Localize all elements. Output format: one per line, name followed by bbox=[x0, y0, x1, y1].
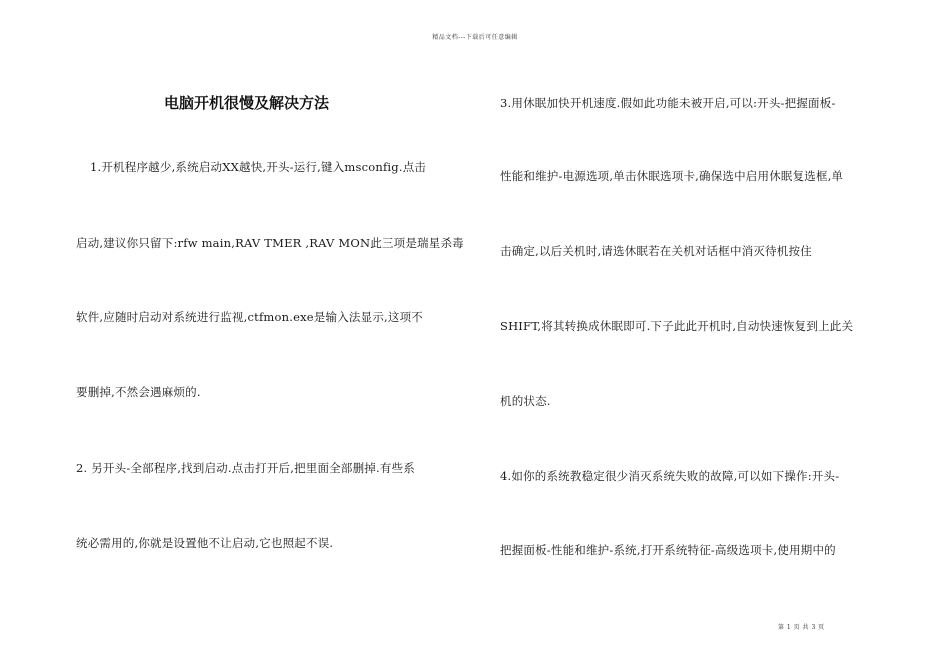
page-header: 精品文档---下载后可任意编辑 bbox=[432, 34, 518, 41]
left-paragraph-line: 统必需用的,你就是设置他不让启动,它也照起不误. bbox=[76, 536, 334, 550]
document-title: 电脑开机很慢及解决方法 bbox=[164, 94, 330, 112]
left-paragraph-line: 1.开机程序越少,系统启动XX越快,开头-运行,键入msconfig.点击 bbox=[90, 160, 427, 174]
right-paragraph-line: 击确定,以后关机时,请选休眠若在关机对话框中消灭待机按住 bbox=[500, 244, 812, 258]
left-paragraph-line: 2. 另开头-全部程序,找到启动.点击打开后,把里面全部删掉.有些系 bbox=[76, 461, 415, 475]
right-paragraph-line: SHIFT,将其转换成休眠即可.下子此此开机时,自动快速恢复到上此关 bbox=[500, 319, 854, 333]
page-number: 第 1 页 共 3 页 bbox=[778, 624, 825, 631]
right-paragraph-line: 把握面板-性能和维护-系统,打开系统特征-高级选项卡,使用期中的 bbox=[500, 543, 836, 557]
right-paragraph-line: 3.用休眠加快开机速度.假如此功能未被开启,可以:开头-把握面板- bbox=[500, 96, 836, 110]
left-paragraph-line: 软件,应随时启动对系统进行监视,ctfmon.exe是输入法显示,这项不 bbox=[76, 310, 423, 324]
left-paragraph-line: 启动,建议你只留下:rfw main,RAV TMER ,RAV MON此三项是瑞星杀毒 bbox=[76, 236, 464, 250]
right-paragraph-line: 4.如你的系统教稳定很少消灭系统失败的故障,可以如下操作:开头- bbox=[500, 469, 840, 483]
right-paragraph-line: 性能和维护-电源选项,单击休眠选项卡,确保选中启用休眠复选框,单 bbox=[500, 169, 844, 183]
right-paragraph-line: 机的状态. bbox=[500, 394, 551, 408]
left-paragraph-line: 要删掉,不然会遇麻烦的. bbox=[76, 385, 201, 399]
